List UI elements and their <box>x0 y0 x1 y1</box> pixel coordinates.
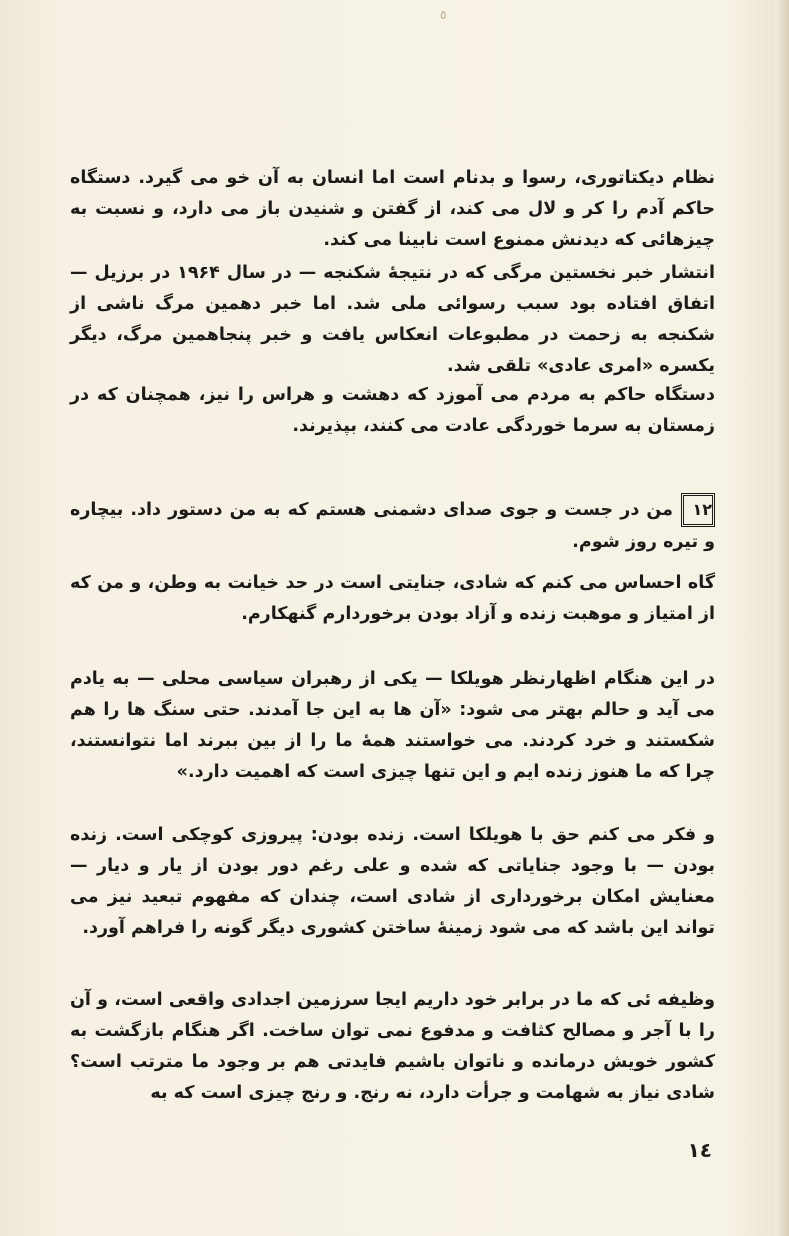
corner-mark: ٥ <box>440 8 447 22</box>
paragraph-text-body: من در جست و جوی صدای دشمنی هستم که به من دستور داد. بیچاره و تیره روز شوم. <box>70 500 715 552</box>
paragraph-text: دستگاه حاکم به مردم می آموزد که دهشت و هراس را نیز، همچنان که در زمستان به سرما خوردگی عادت می کنند، بپذیرند. <box>70 385 715 436</box>
paragraph-section-12 <box>70 493 715 558</box>
paragraph-dictatorship <box>70 163 715 256</box>
paragraph-text: در این هنگام اظهارنظر هویلکا — یکی از رهبران سیاسی محلی — به یادم می آید و حالم بهتر می شود: «آن ها به این جا آمدند. حتی سنگ ها را هم شکستند و خرد کردند. می خواستند همهٔ ما را از بین ببرند اما نتوانستند، چرا که ما هنوز زنده ایم و این تنها چیزی است که اهمیت دارد.» <box>70 669 715 782</box>
paragraph-text <box>70 493 715 558</box>
page-number: ۱٤ <box>687 1138 712 1162</box>
paragraph-duty <box>70 985 715 1109</box>
paragraph-fear <box>70 380 715 442</box>
paragraph-text: وظیفه ئی که ما در برابر خود داریم ایجا سرزمین اجدادی واقعی است، و آن را با آجر و مصالح کثافت و مدفوع نمی توان ساخت. اگر هنگام بازگشت به کشور خویش درمانده و ناتوان باشیم فایدتی هم بر وجود ما مترتب است؟ شادی نیاز به شهامت و جرأت دارد، نه رنج. و رنج چیزی است که به <box>70 990 715 1103</box>
page-gutter <box>775 0 789 1236</box>
paragraph-text: انتشار خبر نخستین مرگی که در نتیجهٔ شکنجه — در سال ۱۹۶۴ در برزیل — اتفاق افتاده بود سبب رسوائی ملی شد. اما خبر دهمین مرگ ناشی از شکنجه به زحمت در مطبوعات انعکاس یافت و خبر پنجاهمین مرگ، دیگر یکسره «امری عادی» تلقی شد. <box>70 263 715 376</box>
paragraph-huilca-quote <box>70 664 715 788</box>
paragraph-text: گاه احساس می کنم که شادی، جنایتی است در حد خیانت به وطن، و من که از امتیاز و موهبت زنده و آزاد بودن برخوردارم گنهکارم. <box>70 573 715 624</box>
paragraph-guilt <box>70 568 715 630</box>
paragraph-text: نظام دیکتاتوری، رسوا و بدنام است اما انسان به آن خو می گیرد. دستگاه حاکم آدم را کر و لال می کند، از گفتن و شنیدن باز می دارد، و نسبت به چیزهائی که دیدنش ممنوع است نابینا می کند. <box>70 168 715 250</box>
section-number-badge: ۱۲ <box>681 493 715 527</box>
paragraph-torture-news <box>70 258 715 382</box>
paragraph-text: و فکر می کنم حق با هویلکا است. زنده بودن: پیروزی کوچکی است. زنده بودن — با وجود جنایاتی که شده و علی رغم دور بودن از یار و دیار — معنایش امکان برخورداری از شادی است، چندان که مفهوم تبعید نیز می تواند این باشد که می شود زمینهٔ ساختن کشوری دیگر گونه را فراهم آورد. <box>70 825 715 938</box>
paragraph-being-alive <box>70 820 715 944</box>
